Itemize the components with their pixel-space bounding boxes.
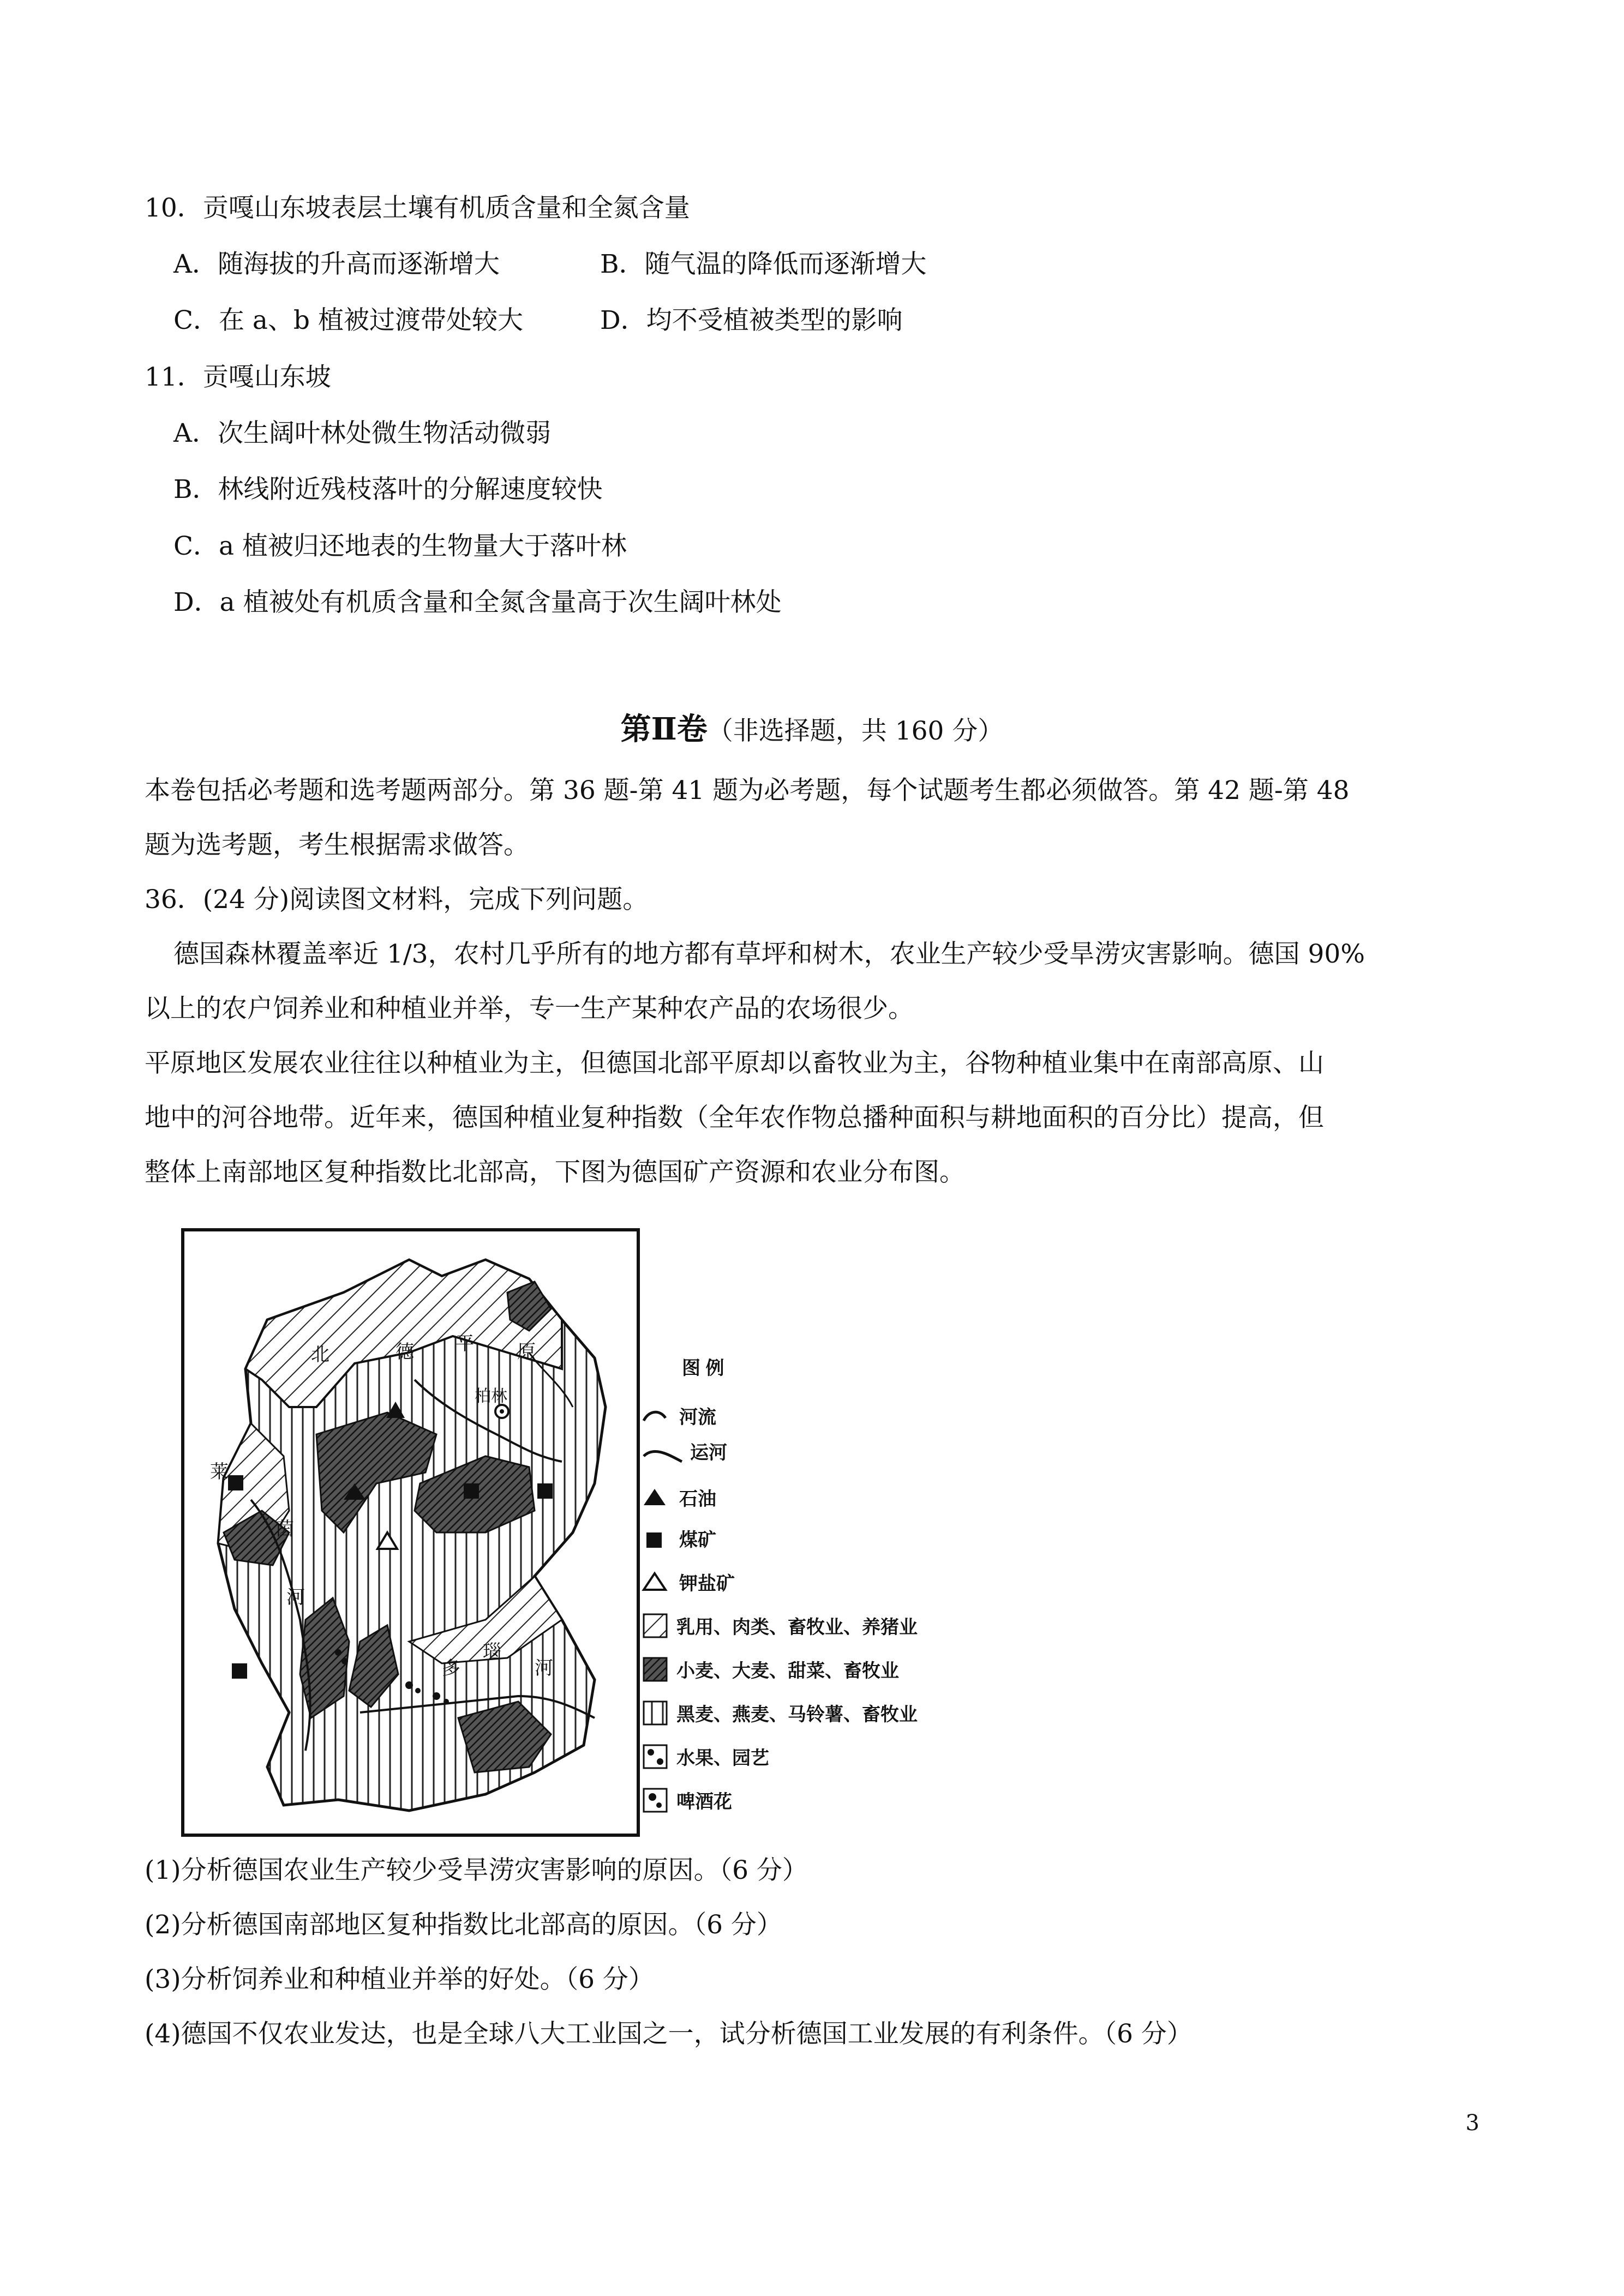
section-intro-line2: 题为选考题，考生根据需求做答。 <box>145 830 529 860</box>
map-label-berlin: 柏林 <box>475 1387 507 1405</box>
legend-river: 河流 <box>679 1407 716 1428</box>
legend-fruit: 水果、园艺 <box>676 1748 769 1769</box>
coal-symbol <box>228 1475 243 1490</box>
q36-sub3: (3)分析饲养业和种植业并举的好处。（6 分） <box>145 1964 654 1994</box>
map-legend <box>644 1358 918 1812</box>
map-label-nao: 瑙 <box>483 1642 501 1662</box>
q36-stem: 36．(24 分)阅读图文材料，完成下列问题。 <box>145 885 649 915</box>
coal-icon <box>646 1532 662 1548</box>
hops-swatch-icon <box>644 1789 667 1812</box>
q11-stem: 11．贡嘎山东坡 <box>145 362 331 392</box>
rye-swatch-icon <box>644 1702 667 1724</box>
map-label-duo: 多 <box>442 1658 460 1679</box>
legend-coal: 煤矿 <box>679 1530 716 1550</box>
section-title <box>0 712 1624 749</box>
legend-oil: 石油 <box>679 1489 716 1510</box>
map-label-yin: 茵 <box>275 1519 294 1540</box>
q36-material-p2-line2: 地中的河谷地带。近年来，德国种植业复种指数（全年农作物总播种面积与耕地面积的百分比）提高，但 <box>145 1103 1324 1133</box>
q10-stem: 10．贡嘎山东坡表层土壤有机质含量和全氮含量 <box>145 193 690 223</box>
legend-rye: 黑麦、燕麦、马铃薯、畜牧业 <box>676 1704 918 1725</box>
q11-option-c: C．a 植被归还地表的生物量大于落叶林 <box>173 531 627 561</box>
section-title-sub: （非选择题，共 160 分） <box>707 716 1004 746</box>
legend-wheat: 小麦、大麦、甜菜、畜牧业 <box>676 1661 899 1681</box>
map-label-he: 河 <box>286 1588 305 1608</box>
map-label-he2: 河 <box>535 1658 553 1679</box>
q36-material-p1-line1: 德国森林覆盖率近 1/3，农村几乎所有的地方都有草坪和树木，农业生产较少受旱涝灾害影响。德国 90% <box>173 939 1365 969</box>
fruit-swatch-icon <box>644 1745 667 1768</box>
page-number: 3 <box>1465 2111 1479 2136</box>
dairy-swatch-icon <box>644 1614 667 1637</box>
q11-option-d: D．a 植被处有机质含量和全氮含量高于次生阔叶林处 <box>173 587 782 617</box>
legend-potash: 钾盐矿 <box>679 1573 735 1594</box>
legend-canal: 运河 <box>690 1442 727 1463</box>
canal-icon <box>644 1451 682 1462</box>
q10-option-c: C．在 a、b 植被过渡带处较大 <box>173 305 523 335</box>
coal-symbol <box>232 1663 247 1679</box>
section-intro-line1: 本卷包括必考题和选考题两部分。第 36 题-第 41 题为必考题，每个试题考生都必须做答。第 42 题-第 48 <box>145 776 1350 806</box>
potash-icon <box>644 1573 666 1590</box>
oil-icon <box>644 1489 666 1505</box>
q36-sub1: (1)分析德国农业生产较少受旱涝灾害影响的原因。（6 分） <box>145 1855 808 1885</box>
q36-sub2: (2)分析德国南部地区复种指数比北部高的原因。（6 分） <box>145 1910 782 1940</box>
q10-option-b: B．随气温的降低而逐渐增大 <box>600 249 927 279</box>
legend-hops: 啤酒花 <box>676 1792 732 1812</box>
map-label-yuan: 原 <box>517 1342 536 1362</box>
legend-title: 图 例 <box>682 1358 724 1379</box>
wheat-swatch-icon <box>644 1658 667 1681</box>
q36-material-p2-line1: 平原地区发展农业往往以种植业为主，但德国北部平原却以畜牧业为主，谷物种植业集中在南部高原、山 <box>145 1048 1324 1078</box>
q10-option-a: A．随海拔的升高而逐渐增大 <box>173 249 500 279</box>
q11-option-b: B．林线附近残枝落叶的分解速度较快 <box>173 474 603 504</box>
section-title-main: 第Ⅱ卷 <box>620 711 708 747</box>
q10-option-d: D．均不受植被类型的影响 <box>600 305 903 335</box>
q36-sub4: (4)德国不仅农业发达，也是全球八大工业国之一，试分析德国工业发展的有利条件。（6 分） <box>145 2019 1192 2049</box>
q36-material-p2-line3: 整体上南部地区复种指数比北部高，下图为德国矿产资源和农业分布图。 <box>145 1157 965 1187</box>
map-label-ping: 平 <box>456 1334 474 1354</box>
legend-dairy: 乳用、肉类、畜牧业、养猪业 <box>676 1617 918 1638</box>
q11-option-a: A．次生阔叶林处微生物活动微弱 <box>173 418 551 448</box>
coal-symbol <box>537 1483 553 1499</box>
map-label-bei: 北 <box>311 1345 329 1365</box>
coal-symbol <box>464 1483 479 1499</box>
map-label-lai: 莱 <box>210 1462 229 1482</box>
q36-material-p1-line2: 以上的农户饲养业和种植业并举，专一生产某种农产品的农场很少。 <box>145 994 914 1024</box>
map-label-de: 德 <box>395 1342 414 1362</box>
germany-agriculture-map <box>180 1227 976 1843</box>
river-icon <box>644 1412 666 1421</box>
